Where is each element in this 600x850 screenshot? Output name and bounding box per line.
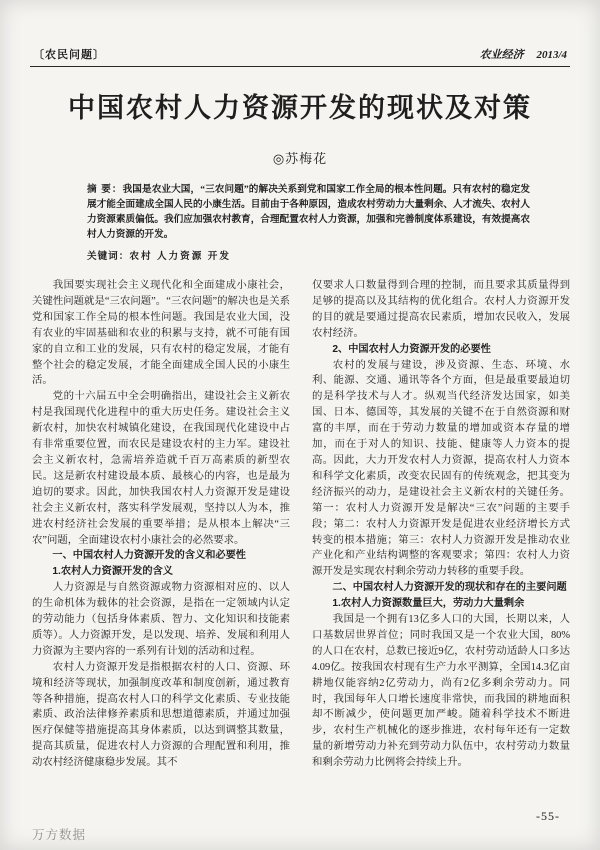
subsection-heading: 1.农村人力资源数量巨大，劳动力大量剩余 (332, 598, 525, 610)
paragraph: 我国是一个拥有13亿多人口的大国，长期以来，人口基数居世界首位；同时我国又是一个农业大国，80%的人口在农村，总数已接近9亿，农村劳动适龄人口多达4.09亿。按我国农村现有生产力水平测算，全国14.3亿亩耕地仅能容纳2亿劳动力，尚有2亿多剩余劳动力。同时，我国每年人口增长速度非常快，而我国的耕地面积却不断减少，使问题更加严峻。随着科学技术不断进步，农村生产机械化的逐步推进，农村每年还有一定数量的新增劳动力补充到劳动力队伍中，农村劳动力数量和剩余劳动力比例将会持续上升。 (312, 614, 570, 769)
subsection-heading: 1.农村人力资源开发的含义 (52, 566, 173, 578)
section-tag: 〔农民问题〕 (33, 49, 105, 61)
watermark: 万方数据 (32, 828, 87, 842)
page-header (33, 46, 567, 62)
author-name: ◎苏梅花 (272, 151, 328, 166)
abstract-block (87, 182, 530, 264)
paragraph: 党的十六届五中全会明确指出，建设社会主义新农村是我国现代化进程中的重大历史任务。建设社会主义新农村，加快农村城镇化建设，在我国现代化建设中占有非常重要位置，而农民是建设农村的主力军。建设社会主义新农村，急需培养造就千百万高素质的新型农民。这是新农村建设最本质、最核心的内容，也是最为迫切的要求。因此，加快我国农村人力资源开发是建设社会主义新农村，落实科学发展观，坚持以人为本，推进农村经济社会发展的重要举措；是从根本上解决“三农”问题，全面建设农村小康社会的必然要求。 (32, 391, 290, 546)
abstract (87, 182, 530, 242)
right-column (312, 278, 570, 771)
journal-info (480, 46, 567, 62)
journal-name: 农业经济 (479, 49, 524, 61)
keywords-text: 农村 人力资源 开发 (129, 251, 231, 262)
paper-title: 中国农村人力资源开发的现状及对策 (68, 93, 532, 123)
keywords-label: 关键词： (87, 251, 130, 262)
abstract-label: 摘 要： (87, 184, 123, 195)
paragraph: 我国要实现社会主义现代化和全面建成小康社会，关键性问题就是“三农问题”。“三农问题”的解决也是关系党和国家工作全局的根本性问题。我国是农业大国，没有农业的牢固基础和农业的积累与支持，就不可能有国家的自立和工业的发展，只有农村的稳定发展，才能有整个社会的稳定发展，才能全面建成全国人民的小康生活。 (32, 280, 290, 387)
header-divider (30, 66, 570, 67)
journal-issue: 2013/4 (536, 49, 567, 61)
section-heading: 一、中国农村人力资源开发的含义和必要性 (52, 550, 246, 562)
paragraph: 农村的发展与建设，涉及资源、生态、环境、水利、能源、交通、通讯等各个方面，但是最重要最迫切的是科学技术与人才。纵观当代经济发达国家，如美国、日本、德国等，其发展的关键不在于自然资源和财富的丰厚，而在于劳动力数量的增加或资本存量的增加，而在于对人的知识、技能、健康等人力资本的提高。因此，大力开发农村人力资源，提高农村人力资本和科学文化素质，改变农民固有的传统观念，把其变为经济振兴的动力，是建设社会主义新农村的关键任务。第一：农村人力资源开发是解决“三农”问题的主要手段；第二：农村人力资源开发是促进农业经济增长方式转变的根本措施；第三：农村人力资源开发是推动农业产业化和产业结构调整的客观要求；第四：农村人力资源开发是实现农村剩余劳动力转移的重要手段。 (312, 359, 570, 578)
section-heading: 二、中国农村人力资源开发的现状和存在的主要问题 (332, 582, 567, 594)
abstract-text: 我国是农业大国，“三农问题”的解决关系到党和国家工作全局的根本性问题。只有农村的稳定发展才能全面建成全国人民的小康生活。目前由于各种原因，造成农村劳动力大量剩余、人才流失、农村人力资源素质偏低。我们应加强农村教育，合理配置农村人力资源，加强和完善制度体系建设，有效提高农村人力资源的开发。 (87, 184, 530, 240)
subsection-heading: 2、中国农村人力资源开发的必要性 (332, 343, 491, 355)
paragraph: 农村人力资源开发是指根据农村的人口、资源、环境和经济等现状，加强制度改革和制度创新，通过教育等各种措施，提高农村人口的科学文化素质、专业技能素质、政治法律修养素质和思想道德素质，并通过加强医疗保健等措施提高其身体素质，以达到调整其数量，提高其质量，促进农村人力资源的合理配置和利用，推动农村经济健康稳步发展。其不 (32, 661, 290, 769)
article-body (32, 278, 570, 771)
left-column (32, 278, 290, 771)
paragraph: 人力资源是与自然资源或物力资源相对应的、以人的生命机体为载体的社会资源，是指在一定领域内认定的劳动能力（包括身体素质、智力、文化知识和技能素质等）。人力资源开发，是以发现、培养、发展和利用人力资源为主要内容的一系列有计划的活动和过程。 (32, 582, 290, 657)
keywords (87, 249, 530, 264)
paragraph-continuation: 仅要求人口数量得到合理的控制，而且要求其质量得到足够的提高以及其结构的优化组合。农村人力资源开发的目的就是要通过提高农民素质，增加农民收入，发展农村经济。 (312, 280, 570, 339)
page-number: -55- (536, 809, 560, 823)
